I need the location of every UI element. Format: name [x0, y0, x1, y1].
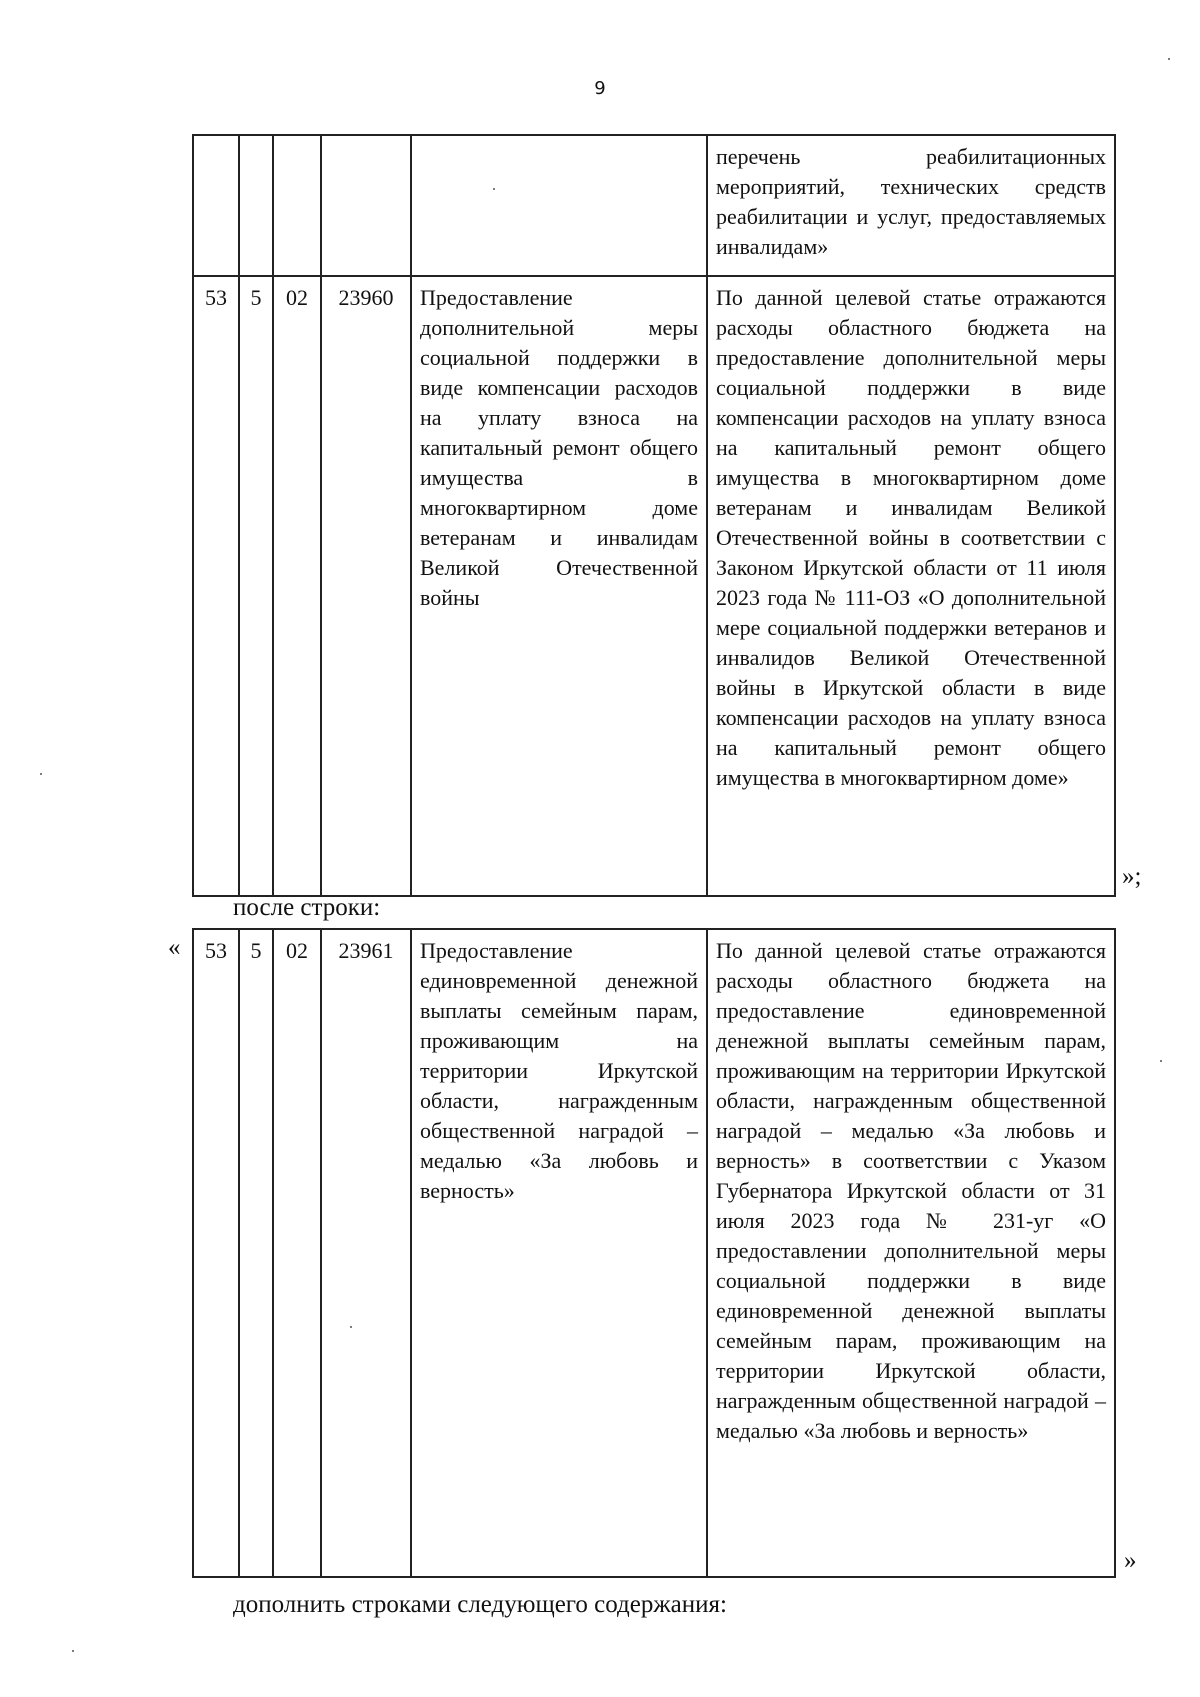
cell-name: [411, 135, 707, 276]
cell-code-3: 02: [273, 929, 321, 1577]
opening-quote-mark: «: [168, 934, 181, 961]
budget-table-continued: [192, 134, 1116, 897]
add-rows-text: дополнить строками следующего содержания:: [233, 1591, 727, 1618]
cell-description: По данной целевой статье отражаются расходы областного бюджета на предоставление единовременной денежной выплаты семейным парам, проживающим на территории Иркутской области, награжденным общественной наградой – медалью «За любовь и верность» в соответствии с Указом Губернатора Иркутской области от 31 июля 2023 года № 231-уг «О предоставлении дополнительной меры социальной поддержки в виде единовременной денежной выплаты семейным парам, проживающим на территории Иркутской области, награжденным общественной наградой – медалью «За любовь и верность»: [707, 929, 1115, 1577]
cell-code-1: [193, 135, 239, 276]
after-row-text: после строки:: [233, 894, 381, 921]
table-row: [193, 276, 1115, 896]
scan-speck: [1168, 58, 1170, 60]
closing-quote-mark: »;: [1122, 863, 1142, 890]
cell-code-2: 5: [239, 929, 273, 1577]
scan-speck: [40, 773, 42, 775]
scan-speck: [493, 188, 495, 190]
cell-description: По данной целевой статье отражаются расходы областного бюджета на предоставление дополнительной меры социальной поддержки в виде компенсации расходов на уплату взноса на капитальный ремонт общего имущества в многоквартирном доме ветеранам и инвалидам Великой Отечественной войны в соответствии с Законом Иркутской области от 11 июля 2023 года № 111-ОЗ «О дополнительной мере социальной поддержки ветеранов и инвалидов Великой Отечественной войны в Иркутской области в виде компенсации расходов на уплату взноса на капитальный ремонт общего имущества в многоквартирном доме»: [707, 276, 1115, 896]
budget-table-reference-row: [192, 928, 1116, 1578]
cell-description: перечень реабилитационных мероприятий, технических средств реабилитации и услуг, предоставляемых инвалидам»: [707, 135, 1115, 276]
cell-code-4: 23961: [321, 929, 411, 1577]
cell-code-4: [321, 135, 411, 276]
scan-speck: [350, 1326, 352, 1328]
closing-quote-mark: »: [1124, 1547, 1137, 1574]
table-row: [193, 135, 1115, 276]
cell-code-2: 5: [239, 276, 273, 896]
cell-code-4: 23960: [321, 276, 411, 896]
cell-name: Предоставление дополнительной меры социальной поддержки в виде компенсации расходов на уплату взноса на капитальный ремонт общего имущества в многоквартирном доме ветеранам и инвалидам Великой Отечественной войны: [411, 276, 707, 896]
table-row: [193, 929, 1115, 1577]
cell-code-3: [273, 135, 321, 276]
cell-code-3: 02: [273, 276, 321, 896]
scan-speck: [72, 1650, 74, 1652]
scan-speck: [1160, 1060, 1162, 1062]
page-number: 9: [594, 78, 606, 99]
cell-code-2: [239, 135, 273, 276]
cell-code-1: 53: [193, 276, 239, 896]
cell-code-1: 53: [193, 929, 239, 1577]
cell-name: Предоставление единовременной денежной выплаты семейным парам, проживающим на территории Иркутской области, награжденным общественной наградой – медалью «За любовь и верность»: [411, 929, 707, 1577]
